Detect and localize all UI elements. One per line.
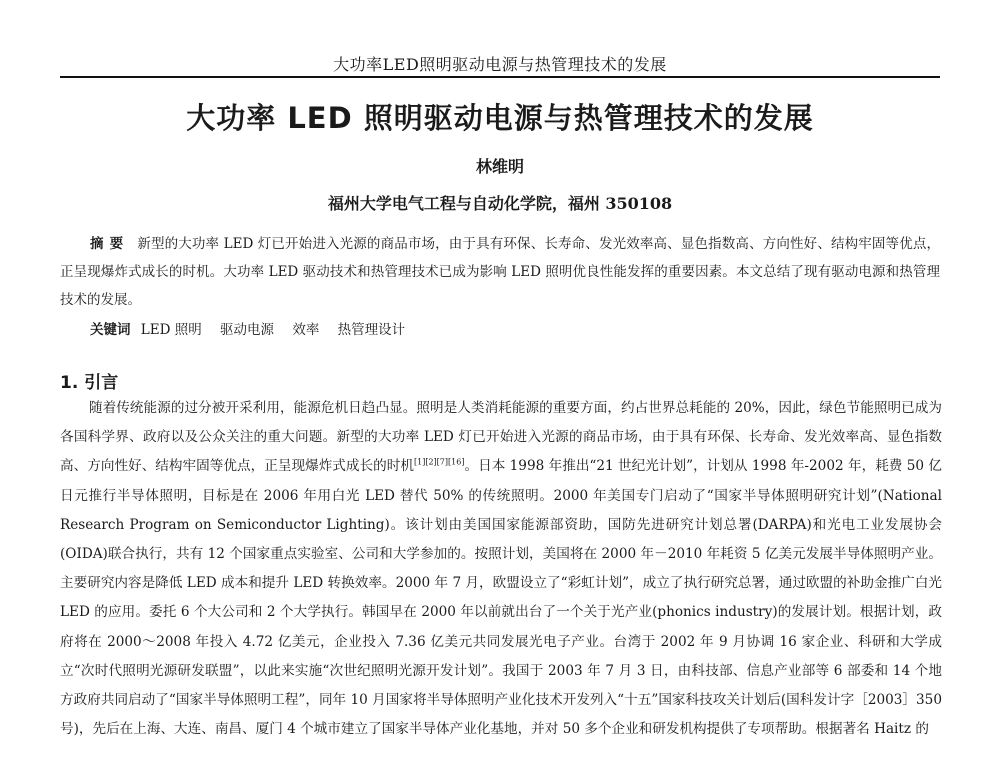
keyword-item: 热管理设计 xyxy=(337,322,406,338)
header-rule xyxy=(60,76,940,78)
body-text-part1: 随着传统能源的过分被开采利用，能源危机日趋凸显。照明是人类消耗能源的重要方面，约占世界总耗能的 20%，因此，绿色节能照明已成为各国科学界、政府以及公众关注的重大问题。新型的大功率 LED 灯已开始进入光源的商品市场，由于具有环保、长寿命、发光效率高、显色指数高、方向性好、结构牢固等优点，正呈现爆炸式成长的时机 xyxy=(60,400,942,475)
keyword-item: LED 照明 xyxy=(140,322,202,338)
author-name: 林维明 xyxy=(475,157,524,176)
keyword-item: 驱动电源 xyxy=(220,322,275,338)
keywords xyxy=(90,318,940,338)
section-number: 1. xyxy=(60,373,79,393)
author-affiliation: 福州大学电气工程与自动化学院，福州 350108 xyxy=(327,194,673,213)
abstract-label: 摘要 xyxy=(90,236,130,252)
abstract xyxy=(60,230,940,314)
citation-marker: [1][2][7][16] xyxy=(414,457,465,467)
keywords-label: 关键词 xyxy=(90,322,131,338)
keyword-item: 效率 xyxy=(292,322,320,338)
section-title: 引言 xyxy=(84,373,119,393)
body-text-part2: 。日本 1998 年推出“21 世纪光计划”，计划从 1998 年-2002 年，耗费 50 亿日元推行半导体照明，目标是在 2006 年用白光 LED 替代 50% 的传统照明。2000 年美国专门启动了“国家半导体照明研究计划”(National Research Program on Semiconductor Lighting)。该计划由美国国家能源部资助，国防先进研究计划总署(DARPA)和光电工业发展协会(OIDA)联合执行，共有 12 个国家重点实验室、公司和大学参加的。按照计划，美国将在 2000 年－2010 年耗资 5 亿美元发展半导体照明产业。主要研究内容是降低 LED 成本和提升 LED 转换效率。2000 年 7 月，欧盟设立了“彩虹计划”，成立了执行研究总署，通过欧盟的补助金推广白光 LED 的应用。委托 6 个大公司和 2 个大学执行。韩国早在 2000 年以前就出台了一个关于光产业(phonics industry)的发展计划。根据计划，政府将在 2000～2008 年投入 4.72 亿美元，企业投入 7.36 亿美元共同发展光电子产业。台湾于 2002 年 9 月协调 16 家企业、科研和大学成立“次时代照明光源研发联盟”，以此来实施“次世纪照明光源开发计划”。我国于 2003 年 7 月 3 日，由科技部、信息产业部等 6 部委和 14 个地方政府共同启动了“国家半导体照明工程”，同年 10 月国家将半导体照明产业化技术开发列入“十五”国家科技攻关计划后(国科发计字［2003］350 号)，先后在上海、大连、南昌、厦门 4 个城市建立了国家半导体产业化基地，并对 50 多个企业和研发机构提供了专项帮助。根据著名 Haitz 的 xyxy=(60,458,942,738)
running-header: 大功率LED照明驱动电源与热管理技术的发展 xyxy=(333,55,667,74)
paper-title: 大功率 LED 照明驱动电源与热管理技术的发展 xyxy=(186,101,814,135)
abstract-text: 新型的大功率 LED 灯已开始进入光源的商品市场，由于具有环保、长寿命、发光效率高、显色指数高、方向性好、结构牢固等优点，正呈现爆炸式成长的时机。大功率 LED 驱动技术和热管理技术已成为影响 LED 照明优良性能发挥的重要因素。本文总结了现有驱动电源和热管理技术的发展。 xyxy=(60,236,941,308)
section-heading xyxy=(60,368,118,393)
body-paragraph xyxy=(60,394,942,744)
